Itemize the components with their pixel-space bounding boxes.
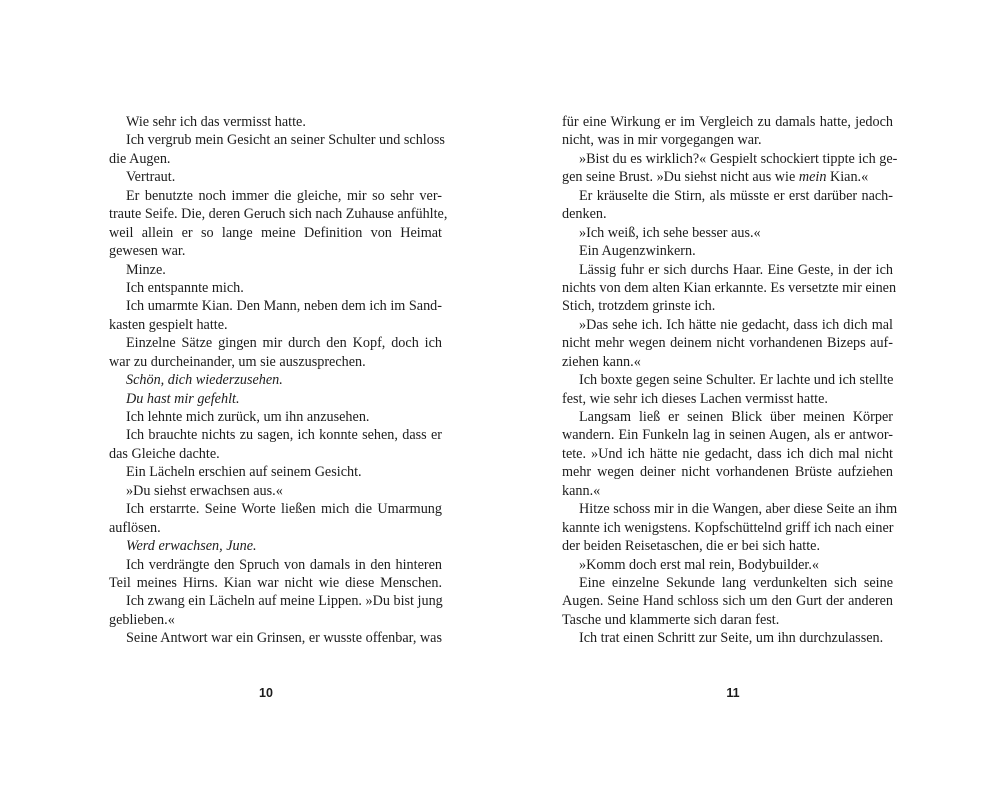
text-line: Wie sehr ich das vermisst hatte. bbox=[126, 114, 306, 130]
text-line: Eine einzelne Sekunde lang verdunkelten sich seine bbox=[579, 574, 893, 591]
text-line: Minze. bbox=[126, 261, 166, 278]
text-line: Augen. Seine Hand schloss sich um den Gurt der anderen bbox=[562, 593, 893, 610]
text-line: auflösen. bbox=[109, 519, 161, 536]
text-line: mehr wegen deiner nicht vorhandenen Brüste aufziehen bbox=[562, 464, 893, 481]
text-line: »Du siehst erwachsen aus.« bbox=[126, 482, 283, 499]
text-line: das Gleiche dachte. bbox=[109, 445, 220, 462]
text-line: Er kräuselte die Stirn, als müsste er erst darüber nach- bbox=[579, 187, 893, 204]
text-line: nichts von dem alten Kian erkannte. Es versetzte mir einen bbox=[562, 279, 897, 296]
text-line: kannte ich wenigstens. Kopfschüttelnd griff ich nach einer bbox=[562, 519, 894, 536]
text-line: Vertraut. bbox=[126, 169, 176, 186]
text-line: Ein Augenzwinkern. bbox=[579, 243, 696, 260]
text-line: Teil meines Hirns. Kian war nicht wie diese Menschen. bbox=[109, 574, 442, 591]
text-line: »Das sehe ich. Ich hätte nie gedacht, dass ich dich mal bbox=[579, 316, 893, 333]
text-line: Seine Antwort war ein Grinsen, er wusste offenbar, was bbox=[126, 630, 442, 647]
text-line: Tasche und klammerte sich daran fest. bbox=[562, 611, 780, 628]
text-line: Ich lehnte mich zurück, um ihn anzusehen. bbox=[126, 409, 370, 425]
text-line: Ich umarmte Kian. Den Mann, neben dem ich im Sand- bbox=[126, 298, 442, 315]
text-line: nicht, was in mir vorgegangen war. bbox=[562, 132, 762, 149]
text-line: gewesen war. bbox=[109, 243, 186, 260]
text-line: »Komm doch erst mal rein, Bodybuilder.« bbox=[579, 556, 819, 573]
text-line: kasten gespielt hatte. bbox=[109, 316, 228, 333]
text-line: Lässig fuhr er sich durchs Haar. Eine Geste, in der ich bbox=[579, 261, 893, 278]
text-line: »Ich weiß, ich sehe besser aus.« bbox=[579, 224, 761, 241]
text-line: Langsam ließ er seinen Blick über meinen Körper bbox=[579, 409, 893, 425]
text-line: Ich entspannte mich. bbox=[126, 279, 244, 296]
right-page-text bbox=[562, 113, 898, 648]
text-line: der beiden Reisetaschen, die er bei sich hatte. bbox=[562, 538, 821, 555]
text-line: denken. bbox=[562, 206, 607, 223]
text-line: tete. »Und ich hätte nie gedacht, dass ich dich mal nicht bbox=[562, 445, 893, 462]
text-line: Er benutzte noch immer die gleiche, mir so sehr ver- bbox=[126, 187, 442, 204]
text-line: Ich trat einen Schritt zur Seite, um ihn durchzulassen. bbox=[579, 630, 884, 647]
text-line: nicht mehr wegen deinem nicht vorhandenen Bizeps auf- bbox=[562, 335, 893, 352]
text-line: kann.« bbox=[562, 482, 601, 499]
text-line: Ich zwang ein Lächeln auf meine Lippen. »Du bist jung bbox=[126, 593, 443, 610]
text-line: Ich erstarrte. Seine Worte ließen mich die Umarmung bbox=[126, 501, 442, 518]
text-line: Ich boxte gegen seine Schulter. Er lachte und ich stellte bbox=[579, 372, 894, 389]
emphasis: mein bbox=[798, 169, 827, 186]
text-line: traute Seife. Die, deren Geruch sich nach Zuhause anfühlte, bbox=[109, 206, 448, 223]
text-line: ziehen kann.« bbox=[562, 353, 641, 370]
left-page-number: 10 bbox=[259, 686, 273, 700]
text-line: Ich brauchte nichts zu sagen, ich konnte sehen, dass er bbox=[126, 427, 442, 444]
text-line: fest, wie sehr ich dieses Lachen vermisst hatte. bbox=[562, 390, 828, 407]
text-line: war zu durcheinander, um sie auszusprechen. bbox=[109, 353, 366, 370]
text-line: Du hast mir gefehlt. bbox=[126, 390, 240, 407]
text-line: weil allein er so lange meine Definition von Heimat bbox=[109, 224, 442, 241]
text-line: wandern. Ein Funkeln lag in seinen Augen, als er antwor- bbox=[562, 427, 893, 444]
text-line: gen seine Brust. »Du siehst nicht aus wie mein Kian.« bbox=[562, 169, 869, 186]
text-line: Einzelne Sätze gingen mir durch den Kopf, doch ich bbox=[126, 335, 442, 352]
text-line: Schön, dich wiederzusehen. bbox=[126, 372, 283, 389]
text-line: Hitze schoss mir in die Wangen, aber diese Seite an ihm bbox=[579, 501, 898, 518]
text-line: Werd erwachsen, June. bbox=[126, 538, 257, 555]
text-line: Ich verdrängte den Spruch von damals in den hinteren bbox=[126, 556, 442, 573]
text-line: geblieben.« bbox=[109, 611, 175, 628]
text-line: Stich, trotzdem grinste ich. bbox=[562, 298, 716, 315]
text-line: Ein Lächeln erschien auf seinem Gesicht. bbox=[126, 464, 362, 481]
text-line: »Bist du es wirklich?« Gespielt schockiert tippte ich ge- bbox=[579, 150, 898, 167]
text-line: Ich vergrub mein Gesicht an seiner Schulter und schloss bbox=[126, 132, 445, 149]
right-page-number: 11 bbox=[726, 686, 740, 700]
text-line: die Augen. bbox=[109, 150, 171, 167]
text-line: für eine Wirkung er im Vergleich zu damals hatte, jedoch bbox=[562, 114, 893, 130]
left-page-text bbox=[109, 113, 448, 648]
